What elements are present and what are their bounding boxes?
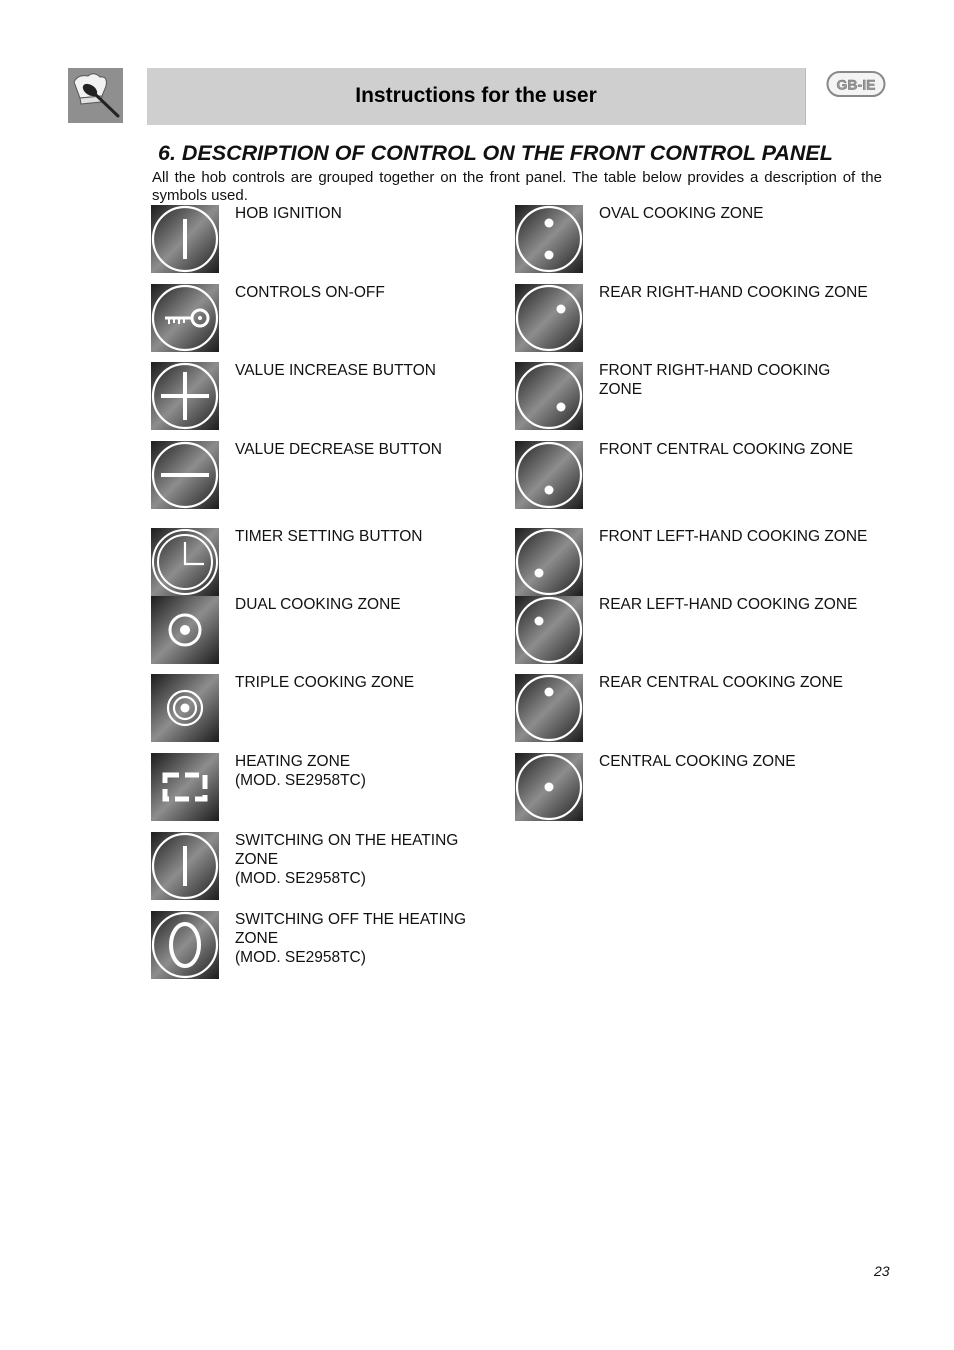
page-number: 23 xyxy=(874,1263,890,1279)
symbol-label-line: ZONE xyxy=(235,930,279,947)
right-symbol-label xyxy=(599,361,869,399)
symbol-label-line: (MOD. SE2958TC) xyxy=(235,949,366,966)
left-symbol-label xyxy=(235,752,505,790)
triple-zone-icon xyxy=(151,674,219,742)
symbol-label-line: (MOD. SE2958TC) xyxy=(235,870,366,887)
region-badge xyxy=(826,70,886,98)
left-symbol-label xyxy=(235,527,505,546)
key-icon xyxy=(151,284,219,352)
front-left-zone-icon xyxy=(515,528,583,596)
symbol-label-line: (MOD. SE2958TC) xyxy=(235,772,366,789)
right-symbol-label xyxy=(599,673,869,692)
symbol-label-line: HEATING ZONE xyxy=(235,753,351,770)
symbol-label-line: FRONT RIGHT-HAND COOKING xyxy=(599,362,831,379)
central-zone-icon xyxy=(515,753,583,821)
heating-zone-icon xyxy=(151,753,219,821)
symbol-label-line: VALUE INCREASE BUTTON xyxy=(235,362,436,379)
symbol-label-line: REAR CENTRAL COOKING ZONE xyxy=(599,674,844,691)
section-intro: All the hob controls are grouped together on the front panel. The table below provides a description of the symbols used. xyxy=(152,169,882,204)
symbol-label-line: SWITCHING OFF THE HEATING xyxy=(235,911,467,928)
left-symbol-label xyxy=(235,673,505,692)
left-symbol-label xyxy=(235,204,505,223)
front-central-zone-icon xyxy=(515,441,583,509)
symbol-label-line: FRONT CENTRAL COOKING ZONE xyxy=(599,441,854,458)
symbol-label-line: HOB IGNITION xyxy=(235,205,342,222)
symbol-label-line: CENTRAL COOKING ZONE xyxy=(599,753,796,770)
right-symbol-label xyxy=(599,283,869,302)
right-symbol-label xyxy=(599,527,869,546)
header-title: Instructions for the user xyxy=(355,84,597,107)
symbol-label-line: DUAL COOKING ZONE xyxy=(235,596,401,613)
left-symbol-label xyxy=(235,283,505,302)
symbol-label-line: ZONE xyxy=(235,851,279,868)
symbol-label-line: OVAL COOKING ZONE xyxy=(599,205,764,222)
region-badge-label: GB-IE xyxy=(836,76,876,93)
symbol-label-line: CONTROLS ON-OFF xyxy=(235,284,385,301)
plus-icon xyxy=(151,362,219,430)
oval-zone-icon xyxy=(515,205,583,273)
symbol-label-line: REAR LEFT-HAND COOKING ZONE xyxy=(599,596,858,613)
symbol-label-line: REAR RIGHT-HAND COOKING ZONE xyxy=(599,284,868,301)
right-symbol-label xyxy=(599,204,869,223)
rear-central-zone-icon xyxy=(515,674,583,742)
right-symbol-label xyxy=(599,595,869,614)
symbol-label-line: TIMER SETTING BUTTON xyxy=(235,528,423,545)
rear-right-zone-icon xyxy=(515,284,583,352)
switch-on-icon xyxy=(151,832,219,900)
right-symbol-label xyxy=(599,752,869,771)
rear-left-zone-icon xyxy=(515,596,583,664)
left-symbol-label xyxy=(235,595,505,614)
left-symbol-label xyxy=(235,440,505,459)
symbol-label-line: VALUE DECREASE BUTTON xyxy=(235,441,443,458)
front-right-zone-icon xyxy=(515,362,583,430)
symbol-label-line: SWITCHING ON THE HEATING xyxy=(235,832,459,849)
clock-icon xyxy=(151,528,219,596)
switch-off-icon xyxy=(151,911,219,979)
symbol-label-line: TRIPLE COOKING ZONE xyxy=(235,674,415,691)
section-title: 6. DESCRIPTION OF CONTROL ON THE FRONT CONTROL PANEL xyxy=(158,141,833,165)
left-symbol-label xyxy=(235,831,505,888)
left-symbol-label xyxy=(235,910,505,967)
dual-zone-icon xyxy=(151,596,219,664)
symbol-label-line: FRONT LEFT-HAND COOKING ZONE xyxy=(599,528,868,545)
symbol-label-line: ZONE xyxy=(599,381,643,398)
header-banner xyxy=(147,68,806,125)
right-symbol-label xyxy=(599,440,869,459)
minus-icon xyxy=(151,441,219,509)
left-symbol-label xyxy=(235,361,505,380)
chef-spoon-logo-icon xyxy=(68,68,123,123)
hob-ignition-icon xyxy=(151,205,219,273)
